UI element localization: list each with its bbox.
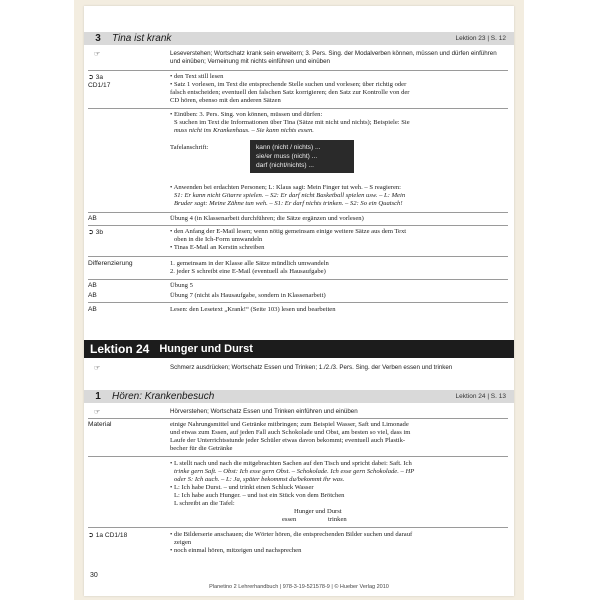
row-label: ➲ 1a CD1/18 (88, 531, 128, 539)
procedure-text: • L stellt nach und nach die mitgebrachten Sachen auf den Tisch und spricht dabei: Saft. Ich trinke gern Saft. – Obst: Ich esse gern Obst. – Schokolade. Ich esse gern Schokolade. – HP oder S: Ich auch. – L: Ja, später bekommst du/bekommt ihr was. • L: Ich habe Durst. – und trinkt einen Schluck Wasser L: Ich habe auch Hunger. – und isst ein Stück von dem Brötchen L schreibt an die Tafel: (170, 460, 415, 507)
row-text: Übung 7 (nicht als Hausaufgabe, sondern in Klassenarbeit) (170, 292, 326, 299)
divider (88, 279, 508, 280)
row-label: AB (88, 215, 97, 222)
cd-label: CD1/17 (88, 82, 111, 89)
diff-text: 1. gemeinsam in der Klasse alle Sätze mündlich umwandeln 2. jeder S schreibt eine E-Mail (eventuell als Hausaufgabe) (170, 260, 329, 275)
row-3a-text: • den Text still lesen • Satz 1 vorlesen, im Text die entsprechende Stelle suchen und vorlesen; über richtig oder falsch entscheiden; eventuell den falschen Satz korrigieren; den Satz zur Kontrolle von der CD hören, ebenso mit den anderen Sätzen (170, 73, 410, 104)
row-text: Übung 5 (170, 282, 193, 289)
lesson-title: Hunger und Durst (159, 343, 253, 355)
section-ref: Lektion 24 | S. 13 (455, 393, 506, 400)
row-1a-text: • die Bilderserie anschauen; die Wörter hören, die entsprechenden Bilder suchen und darauf zeigen • noch einmal hören, mitzeigen und nachsprechen (170, 531, 413, 554)
row-label: Material (88, 421, 112, 428)
audio-arrow-icon: ➲ (88, 531, 94, 539)
pointing-hand-icon: ☞ (94, 408, 101, 416)
audio-arrow-icon: ➲ (88, 228, 94, 236)
divider (88, 418, 508, 419)
goal-row (88, 50, 508, 68)
section-number: 1 (95, 391, 101, 402)
divider (88, 225, 508, 226)
section-title: Hören: Krankenbesuch (112, 391, 215, 402)
row-label: Differenzierung (88, 260, 133, 267)
section-header-3 (84, 32, 514, 45)
goal-text: Hörverstehen; Wortschatz Essen und Trinken einführen und einüben (170, 408, 358, 415)
section-number: 3 (95, 33, 101, 44)
divider (88, 70, 508, 71)
pointing-hand-icon: ☞ (94, 364, 101, 372)
divider (88, 212, 508, 213)
lesson-label: Lektion 24 (90, 342, 150, 356)
section-header-1 (84, 390, 514, 403)
goal-text: Leseverstehen; Wortschatz krank sein erweitern; 3. Pers. Sing. der Modalverben können, müssen und dürfen einführen und einüben; Verneinung mit nichts einführen und einüben (170, 50, 497, 65)
audio-arrow-icon: ➲ (88, 73, 94, 81)
page-number: 30 (90, 572, 98, 579)
material-text: einige Nahrungsmittel und Getränke mitbringen; zum Beispiel Wasser, Saft und Limonade und etwas zum Essen, auf jeden Fall auch Schokolade und Obst, am besten so viel, dass im Laufe der Unterrichtsstunde jeder Schüler etwas davon bekommt; eventuell auch Plastik- becher für die Getränke (170, 421, 411, 452)
row-text: Lesen: den Lesetext „Krank!“ (Seite 103) lesen und bearbeiten (170, 306, 336, 313)
divider (88, 527, 508, 528)
row-label: AB (88, 292, 97, 299)
footer-text: Planetino 2 Lehrerhandbuch | 978-3-19-521578-9 | © Hueber Verlag 2010 (209, 584, 389, 590)
tafel-label: Tafelanschrift: (170, 144, 209, 151)
section-title: Tina ist krank (112, 33, 172, 44)
divider (88, 456, 508, 457)
pointing-hand-icon: ☞ (94, 50, 101, 58)
row-label: ➲ 3b (88, 228, 104, 236)
lesson-goal: Schmerz ausdrücken; Wortschatz Essen und Trinken; 1./2./3. Pers. Sing. der Verben essen und trinken (170, 364, 453, 371)
lesson-banner (84, 340, 514, 358)
row-3b-text: • den Anfang der E-Mail lesen; wenn nötig gemeinsam einige weitere Sätze aus dem Text oben in die Ich-Form umwandeln • Tinas E-Mail an Kerstin schreiben (170, 228, 407, 251)
row-text: Übung 4 (in Klassenarbeit durchführen; die Sätze ergänzen und vorlesen) (170, 215, 364, 222)
divider (88, 108, 508, 109)
einueben-text: • Einüben: 3. Pers. Sing. von können, müssen und dürfen: S suchen im Text die Informationen über Tina (Sätze mit nicht und nichts); Beispiele: Sie muss nicht ins Krankenhaus. – Sie kann nichts essen. (170, 111, 410, 134)
divider (88, 256, 508, 257)
row-label: AB (88, 306, 97, 313)
document-page: 3 Tina ist krank Lektion 23 | S. 12 ☞ Leseverstehen; Wortschatz krank sein erweitern; 3. Pers. Sing. der Modalverben können, müssen und dürfen einführen und einüben; Verneinung mit nichts einführen und einüben ➲ 3a CD1/17 • den Text still lesen • Satz 1 vorlesen, im Text die entsprechende Stelle suchen und vorlesen; über richtig oder falsch entscheiden; eventuell den falschen Satz korrigieren; den Satz zur Kontrolle von der CD hören, ebenso mit den anderen Sätzen • Einüben: 3. Pers. Sing. von können, müssen und dürfen: S suchen im Text die Informationen über Tina (Sätze mit nicht und nichts); Beispiele: Sie muss nicht ins Krankenhaus. – Sie kann nichts essen. Tafelanschrift: kann (nicht / nichts) ... sie/er muss (nicht) ... darf (nicht/nichts) ... • Anwenden bei erdachten Personen; L: Klaus sagt: Mein Finger tut weh. – S reagieren: S1: Er kann nicht Gitarre spielen. – S2: Er darf nicht Basketball spielen usw. – L: Mein Bruder sagt: Meine Zähne tun weh. – S1: Er darf nichts trinken. – S2: So ein Quatsch! AB Übung 4 (in Klassenarbeit durchführen; die Sätze ergänzen und vorlesen) ➲ 3b • den Anfang der E-Mail lesen; wenn nötig gemeinsam einige weitere Sätze aus dem Text oben in die Ich-Form umwandeln • Tinas E-Mail an Kerstin schreiben Differenzierung 1. gemeinsam in der Klasse alle Sätze mündlich umwandeln 2. jeder S schreibt eine E-Mail (eventuell als Hausaufgabe) AB Übung 5 AB Übung 7 (nicht als Hausaufgabe, sondern in Klassenarbeit) AB Lesen: den Lesetext „Krank!“ (Seite 103) lesen und bearbeiten Lektion 24 Hunger und Durst ☞ Schmerz ausdrücken; Wortschatz Essen und Trinken; 1./2./3. Pers. Sing. der Verben essen und trinken 1 Hören: Krankenbesuch Lektion 24 | S. 13 ☞ Hörverstehen; Wortschatz Essen und Trinken einführen und einüben Material einige Nahrungsmittel und Getränke mitbringen; zum Beispiel Wasser, Saft und Limonade und etwas zum Essen, auf jeden Fall auch Schokolade und Obst, am besten so viel, dass im Laufe der Unterrichtsstunde jeder Schüler etwas davon bekommt; eventuell auch Plastik- becher für die Getränke • L stellt nach und nach die mitgebrachten Sachen auf den Tisch und spricht dabei: Saft. Ich trinke gern Saft. – Obst: Ich esse gern Obst. – Schokolade. Ich esse gern Schokolade. – HP oder S: Ich auch. – L: Ja, später bekommst du/bekommt ihr was. • L: Ich habe Durst. – und trinkt einen Schluck Wasser L: Ich habe auch Hunger. – und isst ein Stück von dem Brötchen L schreibt an die Tafel: Hunger und Durst essen trinken ➲ 1a CD1/18 • die Bilderserie anschauen; die Wörter hören, die entsprechenden Bilder suchen und darauf zeigen • noch einmal hören, mitzeigen und nachsprechen 30 Planetino 2 Lehrerhandbuch | 978-3-19-521578-9 | © Hueber Verlag 2010 (84, 6, 514, 596)
row-label: ➲ 3a (88, 73, 104, 81)
divider (88, 302, 508, 303)
row-label: AB (88, 282, 97, 289)
section-ref: Lektion 23 | S. 12 (455, 35, 506, 42)
chalkboard: kann (nicht / nichts) ... sie/er muss (nicht) ... darf (nicht/nichts) ... (250, 140, 354, 173)
anwenden-text: • Anwenden bei erdachten Personen; L: Klaus sagt: Mein Finger tut weh. – S reagieren: S1: Er kann nicht Gitarre spielen. – S2: Er darf nicht Basketball spielen usw. – L: Mein Bruder sagt: Meine Zähne tun weh. – S1: Er darf nichts trinken. – S2: So ein Quatsch! (170, 184, 406, 207)
